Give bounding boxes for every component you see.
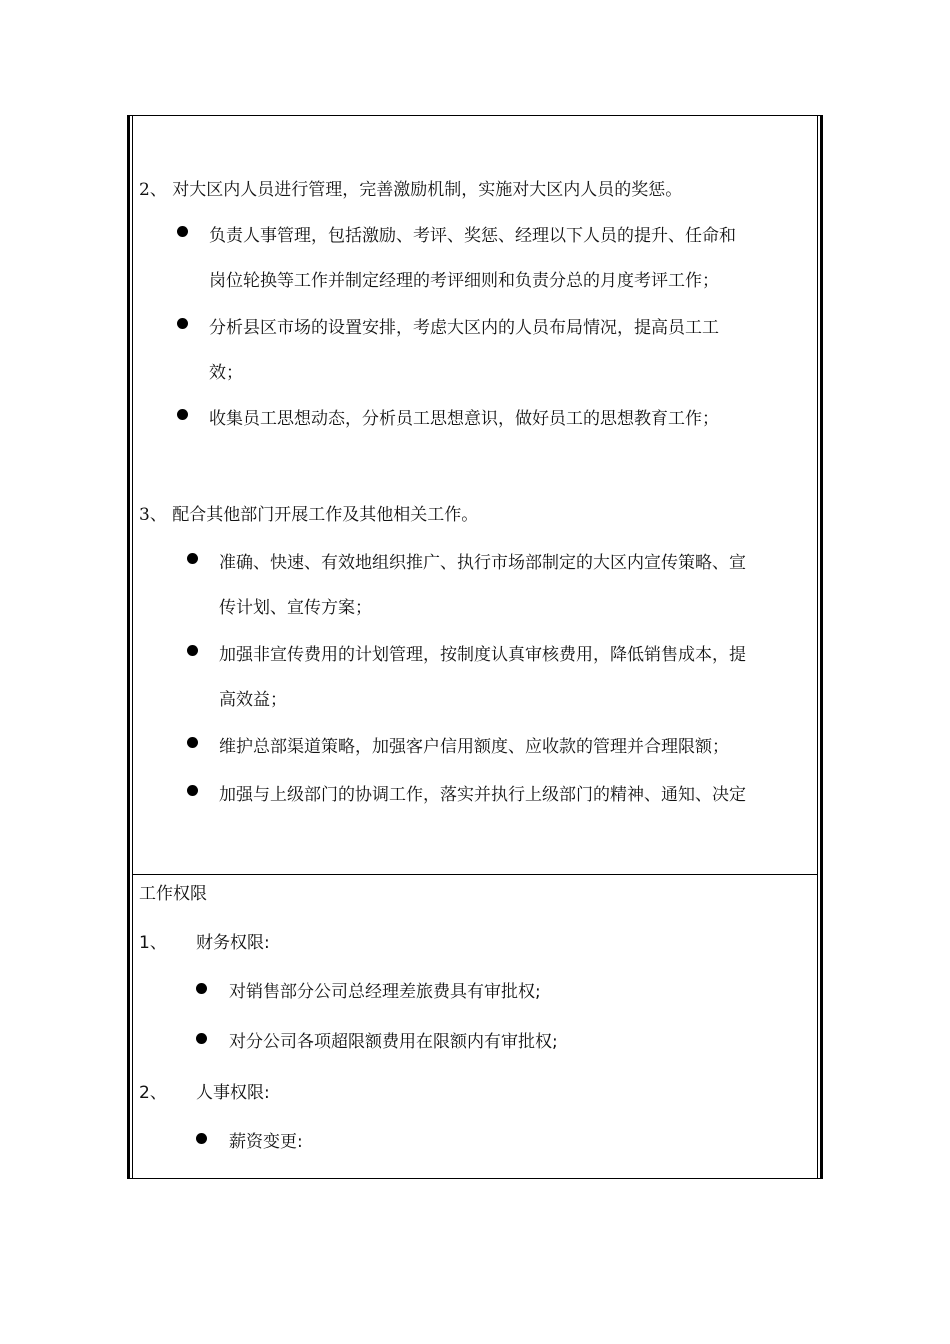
authority-title: 工作权限 — [139, 884, 207, 904]
bullet-icon — [196, 1033, 207, 1044]
list-item-line: 薪资变更: — [229, 1132, 303, 1152]
table-right-border — [817, 116, 823, 1178]
section-3-heading: 3、 配合其他部门开展工作及其他相关工作。 — [139, 505, 479, 525]
bullet-icon — [177, 318, 188, 329]
bullet-icon — [196, 983, 207, 994]
row-divider — [132, 874, 818, 875]
bullet-icon — [187, 645, 198, 656]
list-item-line: 岗位轮换等工作并制定经理的考评细则和负责分总的月度考评工作； — [209, 271, 719, 291]
authority-finance-number: 1、 — [139, 933, 167, 953]
bullet-icon — [177, 409, 188, 420]
bullet-icon — [187, 785, 198, 796]
list-item-line: 对销售部分公司总经理差旅费具有审批权; — [229, 982, 541, 1002]
section-2-heading: 2、 对大区内人员进行管理，完善激励机制，实施对大区内人员的奖惩。 — [139, 180, 683, 200]
list-item-line: 准确、快速、有效地组织推广、执行市场部制定的大区内宣传策略、宣 — [219, 553, 746, 573]
list-item-line: 负责人事管理，包括激励、考评、奖惩、经理以下人员的提升、任命和 — [209, 226, 736, 246]
list-item-line: 效； — [209, 363, 243, 383]
authority-personnel-label: 人事权限: — [196, 1083, 270, 1103]
list-item-line: 加强非宣传费用的计划管理，按制度认真审核费用，降低销售成本，提 — [219, 645, 746, 665]
bullet-icon — [187, 737, 198, 748]
authority-finance-label: 财务权限: — [196, 933, 270, 953]
bullet-icon — [196, 1133, 207, 1144]
list-item-line: 维护总部渠道策略，加强客户信用额度、应收款的管理并合理限额； — [219, 737, 729, 757]
bullet-icon — [187, 553, 198, 564]
list-item-line: 传计划、宣传方案； — [219, 598, 372, 618]
authority-personnel-number: 2、 — [139, 1083, 167, 1103]
list-item-line: 对分公司各项超限额费用在限额内有审批权; — [229, 1032, 558, 1052]
bullet-icon — [177, 226, 188, 237]
list-item-line: 高效益； — [219, 690, 287, 710]
table-left-border — [127, 116, 133, 1178]
list-item-line: 分析县区市场的设置安排，考虑大区内的人员布局情况，提高员工工 — [209, 318, 719, 338]
list-item-line: 加强与上级部门的协调工作，落实并执行上级部门的精神、通知、决定 — [219, 785, 746, 805]
list-item-line: 收集员工思想动态，分析员工思想意识，做好员工的思想教育工作； — [209, 409, 719, 429]
